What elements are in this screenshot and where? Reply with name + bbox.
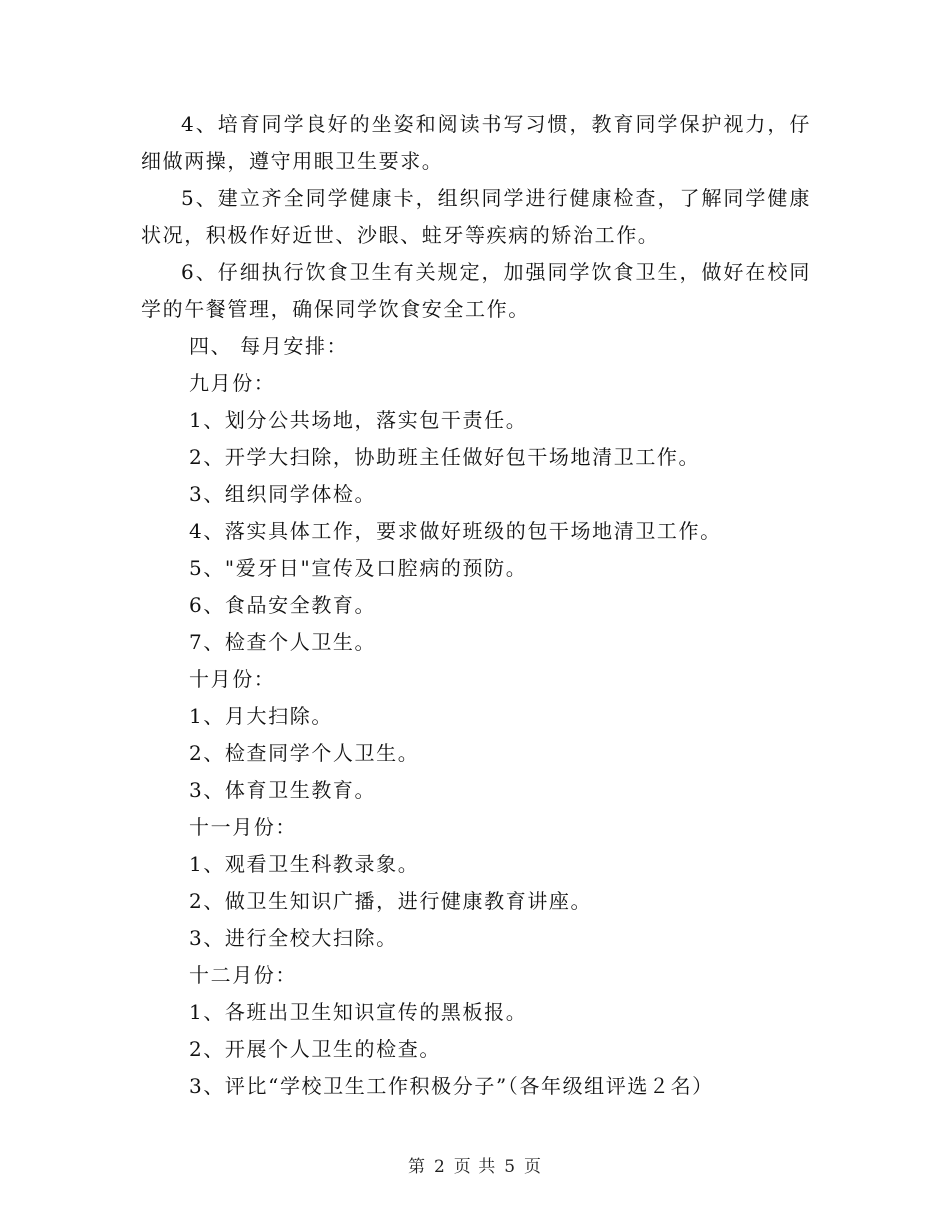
list-item: 4、落实具体工作，要求做好班级的包干场地清卫工作。 [189, 519, 722, 543]
section-heading-monthly-plan: 四、 每月安排： [189, 334, 349, 358]
list-item: 1、各班出卫生知识宣传的黑板报。 [189, 1000, 528, 1024]
footer-prefix: 第 [407, 1157, 426, 1177]
list-item: 1、月大扫除。 [189, 704, 333, 728]
month-heading-october: 十月份： [189, 667, 276, 691]
list-item: 1、观看卫生科教录象。 [189, 852, 420, 876]
footer-page-number: 2 [433, 1157, 446, 1177]
paragraph-item-6: 6、仔细执行饮食卫生有关规定，加强同学饮食卫生，做好在校同学的午餐管理，确保同学饮食安全工作。 [141, 260, 811, 321]
list-item: 1、划分公共场地，落实包干责任。 [189, 408, 528, 432]
list-item: 2、开学大扫除，协助班主任做好包干场地清卫工作。 [189, 445, 701, 469]
footer-suffix: 页 [524, 1157, 543, 1177]
month-heading-november: 十一月份： [189, 815, 297, 839]
list-item: 2、做卫生知识广播，进行健康教育讲座。 [189, 889, 593, 913]
list-item: 3、体育卫生教育。 [189, 778, 377, 802]
list-item: 5、"爱牙日"宣传及口腔病的预防。 [189, 556, 528, 580]
page-footer [0, 1152, 950, 1177]
footer-middle: 页 共 [453, 1157, 497, 1177]
list-item: 2、检查同学个人卫生。 [189, 741, 420, 765]
paragraph-item-4: 4、培育同学良好的坐姿和阅读书写习惯，教育同学保护视力，仔细做两操，遵守用眼卫生要求。 [141, 112, 811, 173]
list-item: 3、评比“学校卫生工作积极分子”（各年级组评选２名） [189, 1074, 714, 1098]
month-heading-december: 十二月份： [189, 963, 297, 987]
list-item: 7、检查个人卫生。 [189, 630, 377, 654]
list-item: 6、食品安全教育。 [189, 593, 377, 617]
list-item: 3、组织同学体检。 [189, 482, 377, 506]
footer-total-pages: 5 [504, 1157, 517, 1177]
document-body [141, 106, 811, 1105]
list-item: 3、进行全校大扫除。 [189, 926, 398, 950]
month-heading-september: 九月份： [189, 371, 276, 395]
list-item: 2、开展个人卫生的检查。 [189, 1037, 441, 1061]
paragraph-item-5: 5、建立齐全同学健康卡，组织同学进行健康检查，了解同学健康状况，积极作好近世、沙眼、蛀牙等疾病的矫治工作。 [141, 186, 811, 247]
